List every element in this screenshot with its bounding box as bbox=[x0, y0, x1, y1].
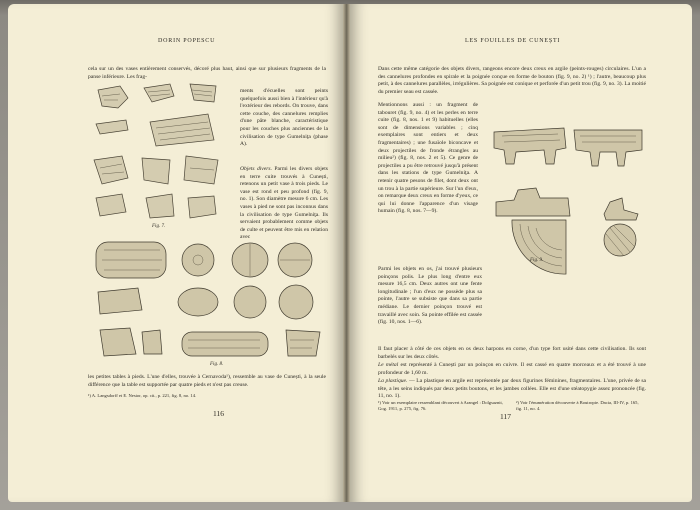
page-number-right: 117 bbox=[500, 412, 511, 421]
left-col-a: ments d'écuelles sont peints quelquefois aussi bien à l'intérieur qu'à l'extérieur des rebords. On trouve, dans cette couche, des cannelures remplies d'une pâte blanche, caractéristique pour les couches plus anciennes de la civilisation de type Gumelniţa (phase A). bbox=[240, 88, 328, 148]
running-head-right: LES FOUILLES DE CUNEȘTI bbox=[465, 38, 561, 44]
left-footnote: ¹) A. Langsdorff et E. Nestor, op. cit., p. 221, fig. 8, no. 14. bbox=[88, 393, 197, 398]
le-metal-heading: Le métal bbox=[378, 362, 399, 368]
objets-divers-heading: Objets divers. bbox=[240, 166, 273, 172]
running-head-left: DORIN POPESCU bbox=[158, 38, 216, 44]
left-page bbox=[8, 4, 343, 502]
fig7-caption: Fig. 7. bbox=[152, 224, 166, 229]
right-para4 bbox=[378, 378, 646, 401]
figure-8-objects bbox=[90, 236, 330, 367]
right-page bbox=[350, 4, 692, 502]
right-col-b bbox=[378, 266, 482, 327]
la-plastique-heading: La plastique. bbox=[378, 378, 408, 384]
figure-9-vessels bbox=[490, 116, 650, 281]
right-col-a: Mentionnons aussi : un fragment de tabouret (fig. 9, no. 4) et les perles en terre cuite (fig. 8, nos. 1 et 9) habituelles (elles sont de dimensions variables ; cinq exemplaires sont entiers et deux fragmentaires) ; une fusaïole biconcave et deux projectiles de fronde étrangles au milieu²) (fig. 8, nos. 2 et 5). Ce genre de projectiles a pu être retrouvé jusqu'à présent dans les stations de type Gumelniţa. A retenir quatre pesons de filet, dont deux ont un trou à la partie supérieure. Sur l'un d'eux, on remarque deux creux en forme d'yeux, ce qui lui donne l'apparence d'un visage humain (fig. 8, nos. 7—9). bbox=[378, 102, 478, 215]
right-para4-text: — La plastique en argile est représentée par deux figurines féminines, fragmentaires. L'une, privée de sa tête, a les seins indiqués par deux petits boutons, et les jambes collées. Elle est d'une stéatopygie assez prononcée (fig. 11, no. 1). bbox=[378, 378, 647, 400]
right-footnote-2: ²) Voir l'énumération découverte à Boutropie. Dacia, III-IV, p. 165, fig. 11, no. 4. bbox=[516, 400, 639, 411]
right-footnote-1: ¹) Voir un exemplaire ressemblant découvert à Arangel : Dolgsaznit, Gog. 1911, p. 275, fig. 76. bbox=[378, 400, 503, 411]
right-para2: Il faut placer à côté de ces objets en os deux harpons en corne, d'un type fort usité dans cette civilisation. Ils sont barbelés sur les deux côtés. bbox=[378, 346, 646, 360]
left-col-b-text: Parmi les divers objets en terre cuite trouvés à Cunești, retenons un petit vase à trois pieds. Le vase est rond et peu profond (fig. 9, no. 1). Son diamètre mesure 6 cm. Les vases à pied ne sont pas inconnus dans la civilisation de type Gumelniţa. Ils servaient probablement comme objets de culte et peuvent être mis en relation avec bbox=[240, 166, 328, 241]
fig8-caption: Fig. 8. bbox=[210, 362, 224, 367]
fig9-caption: Fig. 9. bbox=[530, 258, 544, 263]
right-col-b-text: Parmi les objets en os, j'ai trouvé plusieurs poinçons polis. Le plus long d'entre eux mesure 16,5 cm. Deux autres ont une fente longitudinale ; l'un d'eux ne possède plus sa pointe, l'autre se subsiste que dans sa partie médiane. Le dernier poinçon trouvé est travaillé avec soin. Sa pointe effilée est cassée (fig. 10, nos. 1—6). bbox=[378, 266, 482, 326]
left-text-top: cela sur un des vases entièrement conservés, décoré plus haut, ainsi que sur plusieurs fragments de la panse inférieure. Les frag- bbox=[88, 66, 326, 80]
right-para3-text: est représenté à Cunești par un poinçon en cuivre. Il est cassé en quatre morceaux et a été trouvé à une profondeur de 1,60 m. bbox=[378, 362, 646, 376]
page-number-left: 116 bbox=[213, 409, 224, 418]
right-text-top: Dans cette même catégorie des objets divers, rangeons encore deux creux en argile (peints-rouges) circulaires. L'un a des cannelures profondes en spirale et la poignée conçue en forme de bouton (fig. 9, no. 2) ¹) ; l'autre, beaucoup plus petit, à des cannelures parallèles, irrégulières. Sa poignée est conique et perforée d'un petit trou (fig. 9, no. 3). La moitié du premier seau est cassée. bbox=[378, 66, 647, 95]
right-para3 bbox=[378, 362, 646, 377]
left-col-b bbox=[240, 166, 328, 242]
book-gutter bbox=[343, 4, 350, 502]
left-text-bottom: les petites tables à pieds. L'une d'elles, trouvée à Cernavoda¹), ressemble au vase de Cunești, à la seule différence que la table est supportée par quatre pieds et n'est pas creuse. bbox=[88, 374, 326, 388]
figure-7-sherds bbox=[90, 80, 235, 228]
